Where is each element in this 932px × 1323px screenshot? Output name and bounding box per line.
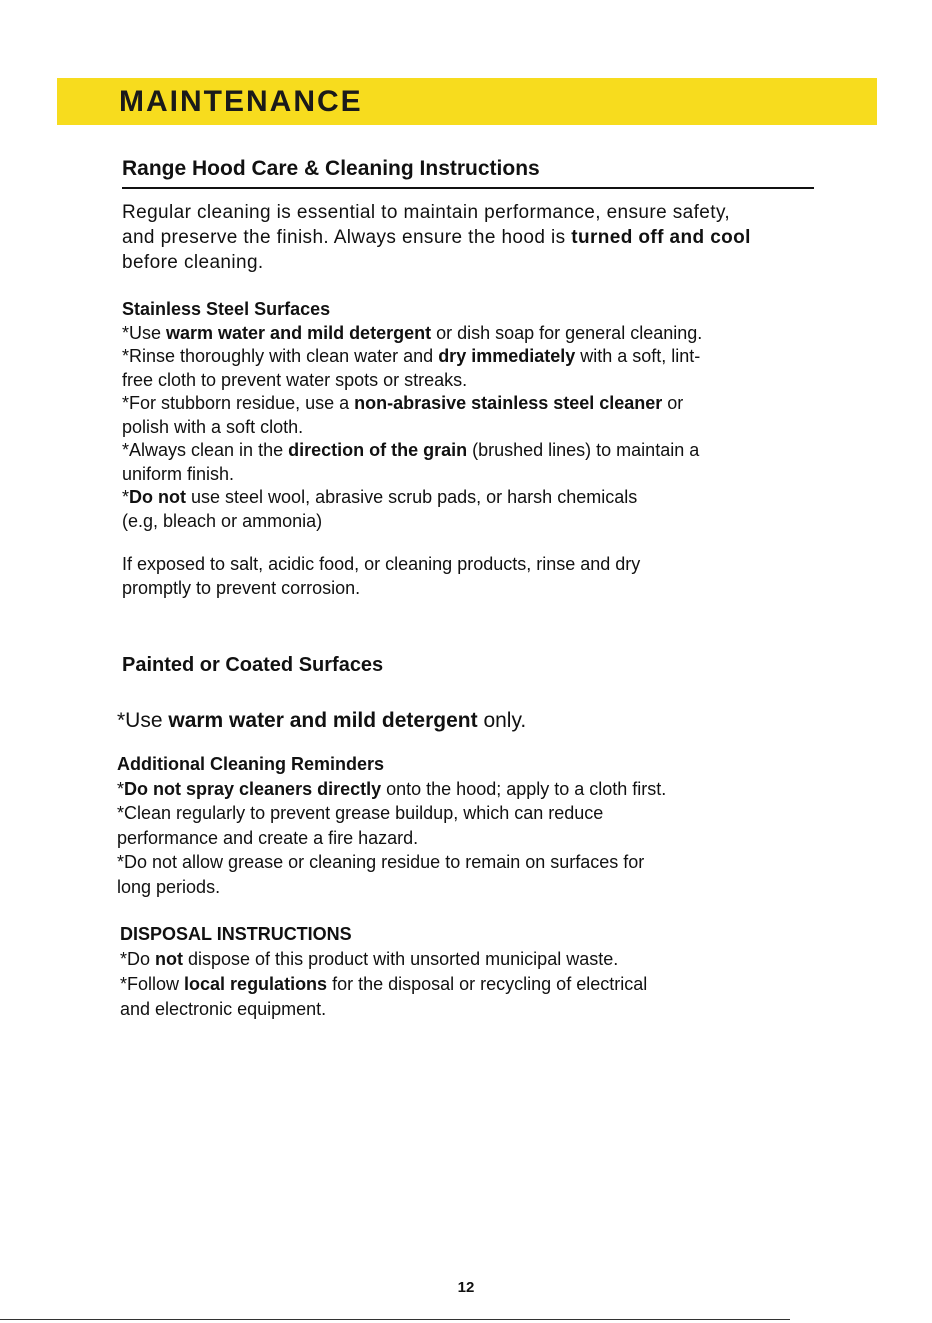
bullet-emphasis: dry immediately [438,346,576,366]
bullet-text: *For stubborn residue, use a [122,393,355,413]
bullet-text: *Rinse thoroughly with clean water and [122,346,439,366]
bullet-item [122,392,702,416]
bullet-text: use steel wool, abrasive scrub pads, or harsh chemicals [186,487,638,507]
bullet-item [122,322,702,346]
reminder-continuation: long periods. [117,876,221,897]
bullet-item [122,345,702,369]
disposal-text: dispose of this product with unsorted municipal waste. [183,949,619,969]
disposal-text: for the disposal or recycling of electrical [327,974,648,994]
reminders-section [117,752,666,899]
bullet-text: (brushed lines) to maintain a [467,440,700,460]
bullet-emphasis: direction of the grain [288,440,468,460]
reminder-text: onto the hood; apply to a cloth first. [381,778,667,799]
page-number: 12 [457,1279,475,1296]
bullet-item [122,486,702,510]
reminder-emphasis: Do not spray cleaners directly [124,778,382,799]
bullet-continuation: uniform finish. [122,463,235,484]
exposure-line: promptly to prevent corrosion. [122,577,361,598]
bullet-text: with a soft, lint- [575,346,701,366]
bullet-text: or [662,393,684,413]
exposure-paragraph [122,553,640,600]
intro-text: Regular cleaning is essential to maintain performance, ensure safety, [122,202,731,223]
bullet-emphasis: warm water and mild detergent [166,322,432,343]
disposal-continuation: and electronic equipment. [120,999,327,1019]
bullet-continuation: free cloth to prevent water spots or streaks. [122,369,468,390]
reminder-item [117,777,666,802]
bullet-emphasis: non-abrasive stainless steel cleaner [354,393,663,413]
intro-paragraph [122,200,751,275]
intro-emphasis: turned off and cool [571,227,751,248]
disposal-item [120,947,647,972]
banner-title: MAINTENANCE [119,85,363,118]
exposure-line: If exposed to salt, acidic food, or cleaning products, rinse and dry [122,554,641,574]
maintenance-banner [57,78,877,125]
disposal-text: *Follow [120,974,185,994]
painted-heading: Painted or Coated Surfaces [122,654,384,676]
bullet-text: * [122,487,130,507]
reminder-text: * [117,778,125,799]
reminders-heading: Additional Cleaning Reminders [117,754,385,774]
stainless-steel-section [122,298,702,533]
disposal-item [120,972,647,997]
disposal-text: *Do [120,949,156,969]
painted-text: *Use [117,709,169,732]
reminder-continuation: performance and create a fire hazard. [117,827,419,848]
disposal-emphasis: not [155,949,183,969]
intro-text: and preserve the finish. Always ensure the hood is [122,227,572,248]
reminder-item: *Do not allow grease or cleaning residue to remain on surfaces for [117,852,645,872]
stainless-heading: Stainless Steel Surfaces [122,299,331,319]
bullet-text: *Use [122,322,167,343]
disposal-emphasis: local regulations [184,974,328,994]
painted-emphasis: warm water and mild detergent [168,709,478,732]
section-title: Range Hood Care & Cleaning Instructions [122,155,814,189]
disposal-heading: DISPOSAL INSTRUCTIONS [120,924,352,944]
footer-divider [0,1319,790,1320]
disposal-section [120,922,647,1022]
reminder-item: *Clean regularly to prevent grease buildup, which can reduce [117,803,604,823]
bullet-continuation: (e.g, bleach or ammonia) [122,510,323,531]
bullet-continuation: polish with a soft cloth. [122,416,304,437]
painted-text: only. [477,709,527,732]
intro-text: before cleaning. [122,252,264,273]
bullet-text: *Always clean in the [122,440,289,460]
painted-instruction [117,707,526,735]
bullet-item [122,439,702,463]
bullet-text: or dish soap for general cleaning. [431,322,703,343]
intro-line [122,200,751,225]
intro-line [122,250,751,275]
intro-line [122,225,751,250]
bullet-emphasis: Do not [129,487,186,507]
